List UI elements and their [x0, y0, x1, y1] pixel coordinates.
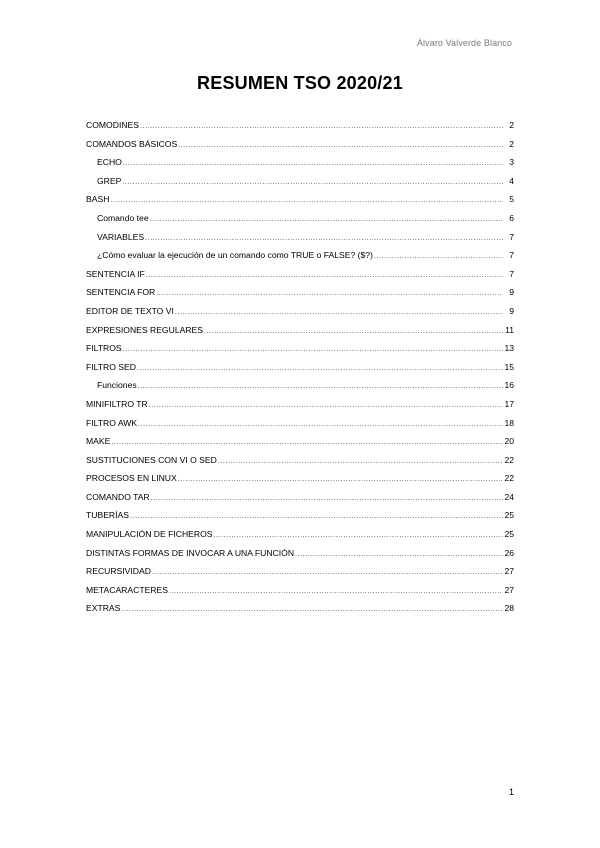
toc-entry-label: VARIABLES: [97, 231, 145, 242]
toc-entry-label: MANIPULACIÓN DE FICHEROS: [86, 529, 213, 540]
toc-entry-page: 3: [509, 157, 514, 168]
toc-entry-label: GREP: [97, 175, 122, 186]
toc-entry[interactable]: [86, 190, 514, 209]
toc-dot-leader: [146, 267, 503, 286]
toc-dot-leader: [137, 360, 503, 379]
toc-entry-page: 24: [504, 491, 514, 502]
toc-entry[interactable]: [86, 283, 514, 302]
toc-entry-page: 2: [509, 120, 514, 130]
toc-entry-page: 20: [504, 436, 514, 447]
toc-entry[interactable]: [86, 172, 514, 191]
toc-entry[interactable]: [86, 153, 514, 172]
toc-entry[interactable]: [86, 228, 514, 247]
toc-dot-leader: [140, 118, 503, 137]
toc-entry-page: 13: [504, 343, 514, 354]
toc-entry[interactable]: [86, 581, 514, 600]
toc-entry-label: SENTENCIA IF: [86, 268, 145, 279]
toc-entry-label: MAKE: [86, 436, 111, 447]
toc-dot-leader: [295, 546, 503, 565]
toc-entry-page: 15: [504, 361, 514, 372]
toc-entry-page: 27: [504, 566, 514, 577]
toc-entry-label: COMANDO TAR: [86, 491, 150, 502]
toc-entry[interactable]: [86, 469, 514, 488]
toc-entry-label: ECHO: [97, 157, 122, 168]
toc-dot-leader: [122, 174, 503, 193]
toc-entry-label: ¿Cómo evaluar la ejecución de un comando como TRUE o FALSE? ($?): [97, 250, 373, 261]
toc-entry-page: 7: [509, 250, 514, 261]
toc-entry[interactable]: [86, 599, 514, 618]
toc-entry-label: FILTROS: [86, 343, 122, 354]
toc-entry[interactable]: [86, 116, 514, 135]
toc-entry-page: 22: [504, 454, 514, 465]
toc-entry[interactable]: [86, 544, 514, 563]
toc-entry-label: EXPRESIONES REGULARES: [86, 324, 204, 335]
toc-entry-page: 27: [504, 584, 514, 595]
toc-entry[interactable]: [86, 451, 514, 470]
toc-dot-leader: [204, 323, 503, 342]
toc-dot-leader: [110, 192, 503, 211]
toc-entry[interactable]: [86, 358, 514, 377]
toc-entry[interactable]: [86, 488, 514, 507]
toc-entry[interactable]: [86, 302, 514, 321]
toc-entry-label: Comando tee: [97, 212, 149, 223]
toc-dot-leader: [156, 285, 503, 304]
toc-entry-page: 22: [504, 473, 514, 484]
toc-entry-label: MINIFILTRO TR: [86, 398, 148, 409]
toc-dot-leader: [138, 416, 503, 435]
toc-dot-leader: [178, 471, 503, 490]
toc-dot-leader: [152, 564, 503, 583]
toc-entry-label: EXTRAS: [86, 603, 121, 614]
toc-entry-page: 17: [504, 398, 514, 409]
toc-entry[interactable]: [86, 246, 514, 265]
toc-entry-label: SENTENCIA FOR: [86, 287, 156, 298]
toc-entry-page: 4: [509, 175, 514, 186]
toc-dot-leader: [149, 397, 503, 416]
toc-entry-page: 5: [509, 194, 514, 205]
toc-entry-page: 16: [504, 380, 514, 391]
toc-entry[interactable]: [86, 395, 514, 414]
toc-dot-leader: [121, 601, 503, 620]
header-author: Álvaro Valverde Blanco: [416, 38, 512, 48]
toc-dot-leader: [151, 490, 503, 509]
toc-entry-label: METACARACTERES: [86, 584, 168, 595]
toc-entry-page: 7: [509, 231, 514, 242]
toc-entry-page: 18: [504, 417, 514, 428]
toc-entry[interactable]: [86, 321, 514, 340]
toc-entry-page: 26: [504, 547, 514, 558]
toc-entry-label: DISTINTAS FORMAS DE INVOCAR A UNA FUNCIÓN: [86, 547, 295, 558]
toc-entry-label: COMODINES: [86, 120, 139, 130]
toc-dot-leader: [218, 453, 503, 472]
toc-entry[interactable]: [86, 135, 514, 154]
toc-dot-leader: [123, 155, 503, 174]
toc-entry-page: 28: [504, 603, 514, 614]
toc-entry-label: EDITOR DE TEXTO VI: [86, 305, 174, 316]
toc-entry-page: 9: [509, 305, 514, 316]
toc-entry-label: PROCESOS EN LINUX: [86, 473, 177, 484]
toc-entry[interactable]: [86, 209, 514, 228]
toc-entry-label: TUBERÍAS: [86, 510, 129, 521]
toc-entry-label: RECURSIVIDAD: [86, 566, 151, 577]
toc-entry-page: 25: [504, 529, 514, 540]
toc-entry-label: FILTRO SED: [86, 361, 136, 372]
toc-entry[interactable]: [86, 339, 514, 358]
toc-entry-page: 25: [504, 510, 514, 521]
toc-entry-page: 6: [509, 212, 514, 223]
toc-entry-page: 7: [509, 268, 514, 279]
table-of-contents: [86, 116, 514, 618]
toc-entry-label: Funciones: [97, 380, 137, 391]
toc-dot-leader: [374, 248, 503, 267]
toc-entry-label: SUSTITUCIONES CON VI O SED: [86, 454, 217, 465]
toc-entry[interactable]: [86, 376, 514, 395]
toc-dot-leader: [175, 304, 503, 323]
toc-entry-label: FILTRO AWK: [86, 417, 138, 428]
page-title: RESUMEN TSO 2020/21: [197, 73, 403, 93]
toc-dot-leader: [123, 341, 503, 360]
toc-entry-page: 9: [509, 287, 514, 298]
toc-entry-label: BASH: [86, 194, 110, 205]
toc-entry-page: 2: [509, 138, 514, 149]
toc-entry[interactable]: [86, 506, 514, 525]
toc-entry-page: 11: [505, 324, 514, 335]
toc-entry[interactable]: [86, 525, 514, 544]
toc-dot-leader: [150, 211, 503, 230]
toc-entry[interactable]: [86, 414, 514, 433]
toc-dot-leader: [138, 378, 503, 397]
toc-entry-label: COMANDOS BÁSICOS: [86, 138, 178, 149]
toc-entry[interactable]: [86, 265, 514, 284]
toc-entry[interactable]: [86, 432, 514, 451]
toc-dot-leader: [178, 137, 503, 156]
toc-entry[interactable]: [86, 562, 514, 581]
toc-dot-leader: [169, 583, 503, 602]
page-number: 1: [508, 787, 514, 797]
